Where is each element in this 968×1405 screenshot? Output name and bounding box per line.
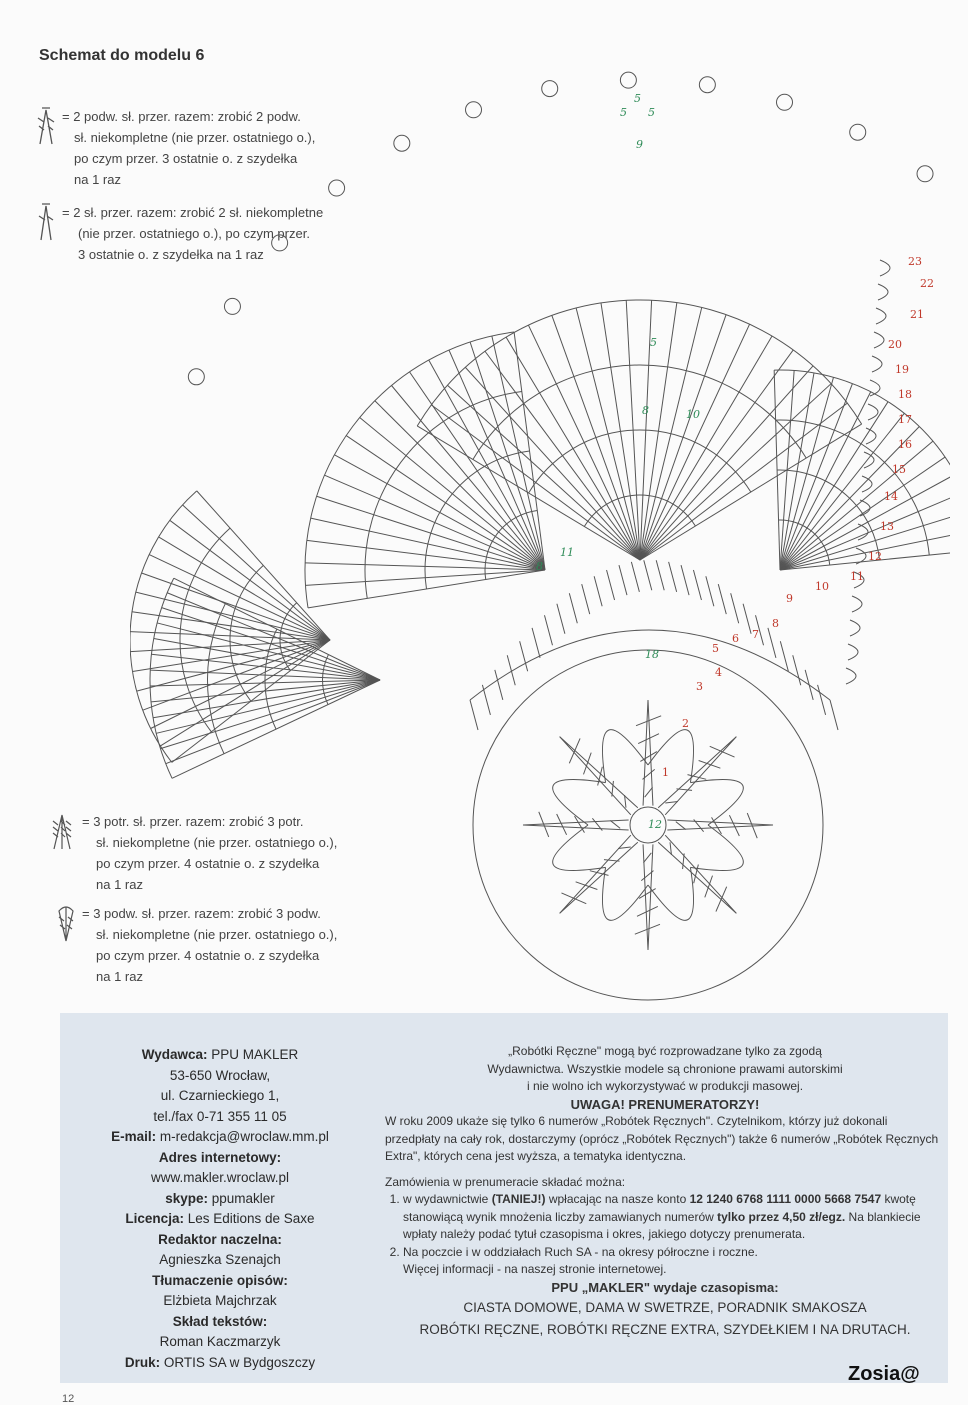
stitch-count: 18 — [645, 648, 659, 661]
fan-top-arc — [529, 430, 751, 493]
mesh-line — [731, 593, 739, 623]
star-point — [658, 737, 736, 815]
fan-left-arc — [305, 332, 514, 608]
mesh-line — [793, 655, 801, 685]
value: ul. Czarnieckiego 1, — [160, 1088, 280, 1103]
mesh-line — [743, 604, 751, 634]
legend-line: = 2 podw. sł. przer. razem: zrobić 2 podw. — [62, 109, 301, 124]
row-number: 1 — [662, 766, 669, 779]
value: ORTIS SA w Bydgoszczy — [163, 1354, 316, 1370]
website-link[interactable]: www.makler.wroclaw.pl — [150, 1170, 290, 1185]
row-number: 18 — [898, 388, 912, 401]
chain-arc — [648, 867, 694, 920]
picot — [620, 72, 636, 88]
copyright-line: Wydawnictwa. Wszystkie modele są chronione prawami autorskimi — [487, 1061, 843, 1076]
text: kwotę stanowiącą wynik mnożenia liczby zamawianych numerów — [403, 1192, 916, 1224]
legend-line: = 3 potr. sł. przer. razem: zrobić 3 potr. — [82, 814, 304, 829]
stitch-count: 5 — [648, 106, 655, 119]
label: Skład tekstów: — [172, 1313, 268, 1329]
row-number: 9 — [786, 592, 793, 605]
row-number: 3 — [696, 680, 703, 693]
stitch-count: 9 — [636, 138, 643, 151]
mesh-line — [607, 570, 615, 600]
star-point — [658, 835, 736, 913]
row-number: 2 — [682, 717, 689, 730]
star-point — [643, 844, 653, 950]
mesh-line — [805, 670, 813, 700]
uwaga-heading: UWAGA! PRENUMERATORZY! — [570, 1096, 760, 1112]
legend-line: na 1 raz — [96, 969, 143, 984]
mesh-line — [569, 593, 577, 623]
mesh-line — [544, 615, 552, 645]
picot — [272, 235, 288, 251]
mesh-line — [495, 670, 503, 700]
crochet-diagram — [130, 40, 950, 1010]
stitch-count: 5 — [620, 106, 627, 119]
stitch-mark — [638, 734, 659, 744]
picot — [466, 102, 482, 118]
edge-loop — [870, 380, 880, 396]
ppu-heading: PPU „MAKLER" wydaje czasopisma: — [551, 1279, 779, 1295]
stitch-mark — [637, 906, 658, 916]
stitch-count: 10 — [686, 408, 700, 421]
mesh-line — [706, 576, 714, 606]
row-number: 17 — [898, 413, 912, 426]
legend-line: po czym przer. 4 ostatnie o. z szydełka — [96, 856, 320, 871]
page-title: Schemat do modelu 6 — [39, 47, 205, 64]
mesh-line — [470, 700, 478, 730]
mesh-line — [557, 604, 565, 634]
stitch-mark — [643, 853, 651, 863]
more-info: Więcej informacji - na naszej stronie internetowej. — [403, 1262, 667, 1276]
edge-loop — [878, 284, 888, 300]
edge-loop — [850, 620, 860, 636]
picot — [542, 81, 558, 97]
mesh-line — [681, 565, 689, 595]
legend-line: sł. niekompletne (nie przer. ostatniego o.), — [96, 835, 338, 850]
row-number: 12 — [868, 550, 882, 563]
value: ppumakler — [211, 1190, 275, 1206]
row-number: 13 — [880, 520, 894, 533]
mesh-line — [482, 685, 490, 715]
star-point — [523, 820, 629, 830]
fan-bottom-left-arc — [323, 655, 329, 705]
text: (TANIEJ!) — [491, 1192, 546, 1206]
mesh-line — [693, 570, 701, 600]
legend-line: 3 ostatnie o. z szydełka na 1 raz — [78, 247, 264, 262]
legend-line: na 1 raz — [74, 172, 121, 187]
mesh-line — [669, 562, 677, 592]
value: PPU MAKLER — [211, 1047, 299, 1062]
label: Redaktor naczelna: — [158, 1231, 282, 1247]
mesh-line — [631, 562, 639, 592]
double-crochet-3-together-icon — [56, 903, 76, 943]
row-number: 21 — [910, 308, 924, 321]
value: tel./fax 0-71 355 11 05 — [153, 1108, 287, 1124]
subscription-paragraph: W roku 2009 ukaże się tylko 6 numerów „Robótek Ręcznych". Czytelnikom, którzy już dokonali przedpłaty na cały rok, dostarczymy (oprócz „Robótek Ręcznych") także 6 numerów „Robótek Ręcznych Extra", których cena jest wyższa, a tematyka identyczna. — [385, 1114, 939, 1163]
row-number: 15 — [892, 463, 906, 476]
mesh-line — [594, 576, 602, 606]
legend-line: (nie przer. ostatniego o.), po czym przer. — [78, 226, 310, 241]
picot — [699, 77, 715, 93]
edge-loop — [868, 404, 878, 420]
publications-line: ROBÓTKI RĘCZNE, ROBÓTKI RĘCZNE EXTRA, SZYDEŁKIEM I NA DRUTACH. — [419, 1322, 911, 1337]
fan-right-arc — [774, 370, 950, 550]
stitch-count: 12 — [648, 818, 662, 831]
chain-arc — [690, 779, 743, 825]
stitch-mark — [716, 887, 727, 912]
value: Roman Kaczmarzyk — [159, 1334, 281, 1349]
row-number: 14 — [884, 490, 898, 503]
row-number: 6 — [732, 632, 739, 645]
edge-loop — [876, 308, 886, 324]
signature: Zosia@ — [848, 1363, 920, 1385]
fan-top-arc — [473, 365, 806, 459]
label: skype: — [165, 1190, 208, 1206]
row-number: 20 — [888, 338, 902, 351]
picot — [777, 94, 793, 110]
publisher-info — [70, 1045, 370, 1373]
row-number: 22 — [920, 277, 934, 290]
picot — [224, 298, 240, 314]
edge-loop — [880, 260, 890, 276]
treble-2-together-icon — [36, 202, 56, 242]
chain-arc — [648, 730, 694, 783]
fan-top-arc — [417, 300, 861, 426]
publications-line: CIASTA DOMOWE, DAMA W SWETRZE, PORADNIK SMAKOSZA — [463, 1300, 867, 1315]
legend-line: sł. niekompletne (nie przer. ostatniego o.), — [96, 927, 338, 942]
email-link[interactable]: m-redakcja@wroclaw.mm.pl — [159, 1129, 329, 1144]
value: Elżbieta Majchrzak — [163, 1293, 277, 1308]
picot — [394, 135, 410, 151]
stitch-count: 8 — [536, 560, 543, 573]
label: Wydawca: — [141, 1047, 208, 1062]
chain-arc — [602, 867, 648, 920]
order-option-2: 2. Na poczcie i w oddziałach Ruch SA - na okresy półroczne i roczne. — [403, 1244, 945, 1262]
stitch-count: 5 — [634, 92, 641, 105]
picot — [850, 124, 866, 140]
edge-loop — [848, 644, 858, 660]
fan-top-arc — [584, 495, 695, 526]
label: E-mail: — [111, 1129, 157, 1144]
legend-line: sł. niekompletne (nie przer. ostatniego o.), — [74, 130, 316, 145]
mesh-line — [780, 641, 788, 671]
stitch-mark — [645, 787, 653, 797]
account-number: 12 1240 6768 1111 0000 5668 7547 — [689, 1192, 882, 1206]
mesh-line — [507, 655, 515, 685]
stitch-count: 8 — [642, 404, 649, 417]
chain-arc — [690, 825, 743, 871]
stitch-mark — [676, 822, 686, 830]
legend-line: po czym przer. 3 ostatnie o. z szydełka — [74, 151, 298, 166]
order-option-1 — [403, 1191, 945, 1244]
mesh-line — [644, 560, 652, 590]
orders-heading: Zamówienia w prenumeracie składać można: — [385, 1174, 626, 1189]
stitch-mark — [557, 814, 567, 835]
star-point — [643, 700, 653, 806]
mesh-band — [470, 630, 830, 700]
row-number: 23 — [908, 255, 922, 268]
row-number: 7 — [752, 628, 759, 641]
edge-loop — [866, 428, 876, 444]
edge-loop — [860, 500, 870, 516]
legend-line: na 1 raz — [96, 877, 143, 892]
label: Licencja: — [125, 1211, 184, 1226]
stitch-mark — [561, 893, 586, 904]
text: wpłacając na nasze konto — [545, 1192, 690, 1206]
fan-far-left-arc — [130, 491, 197, 763]
mesh-line — [619, 565, 627, 595]
label: Adres internetowy: — [158, 1149, 282, 1165]
edge-loop — [872, 356, 882, 372]
stitch-count: 5 — [650, 336, 657, 349]
mesh-line — [582, 584, 590, 614]
mesh-line — [718, 584, 726, 614]
edge-loop — [874, 332, 884, 348]
edge-loop — [846, 668, 856, 684]
price: tylko przez 4,50 zł/egz. — [717, 1209, 846, 1224]
stitch-mark — [569, 738, 580, 763]
copyright-line: „Robótki Ręczne" mogą być rozprowadzane tylko za zgodą — [508, 1044, 822, 1058]
label: Tłumaczenie opisów: — [152, 1272, 288, 1288]
star-point — [560, 737, 638, 815]
copyright-line: i nie wolno ich wykorzystywać w produkcji masowej. — [526, 1079, 804, 1093]
edge-loop — [864, 452, 874, 468]
stitch-mark — [729, 815, 739, 836]
row-number: 5 — [712, 642, 719, 655]
text: w wydawnictwie — [403, 1192, 492, 1206]
triple-crochet-3-together-icon — [52, 811, 72, 851]
value: 53-650 Wrocław, — [169, 1067, 271, 1083]
notice — [385, 1043, 945, 1340]
row-number: 19 — [895, 363, 909, 376]
picot — [188, 369, 204, 385]
row-number: 8 — [772, 617, 779, 630]
picot — [917, 166, 933, 182]
edge-loop — [852, 596, 862, 612]
value: Agnieszka Szenajch — [159, 1252, 281, 1267]
chain-arc — [553, 825, 606, 871]
fan-bottom-left-spoke — [174, 578, 380, 680]
page-number: 12 — [62, 1393, 75, 1405]
row-number: 16 — [898, 438, 912, 451]
row-number: 10 — [815, 580, 829, 593]
mesh-line — [768, 628, 776, 658]
chain-arc — [553, 779, 606, 825]
mesh-line — [520, 641, 528, 671]
chain-arc — [602, 730, 648, 783]
stitch-count: 11 — [560, 546, 574, 559]
row-number: 11 — [850, 570, 864, 583]
label: Druk: — [124, 1354, 161, 1370]
value: Les Editions de Saxe — [187, 1211, 315, 1226]
row-number: 4 — [715, 666, 722, 679]
legend-line: = 3 podw. sł. przer. razem: zrobić 3 podw. — [82, 906, 321, 921]
star-point — [667, 820, 773, 830]
mesh-line — [818, 685, 826, 715]
legend-line: po czym przer. 4 ostatnie o. z szydełka — [96, 948, 320, 963]
mesh-line — [532, 628, 540, 658]
stitch-mark — [610, 820, 620, 828]
star-point — [560, 835, 638, 913]
stitch-mark — [710, 746, 735, 757]
text: Na blankiecie wpłaty należy podać tytuł czasopisma i okres, jakiego dotyczy prenumerata. — [403, 1209, 921, 1241]
mesh-line — [830, 700, 838, 730]
legend-line: = 2 sł. przer. razem: zrobić 2 sł. niekompletne — [62, 205, 324, 220]
double-crochet-2-together-icon — [36, 106, 56, 146]
fan-far-left-spoke — [197, 491, 330, 640]
picot — [329, 180, 345, 196]
mesh-line — [656, 560, 664, 590]
